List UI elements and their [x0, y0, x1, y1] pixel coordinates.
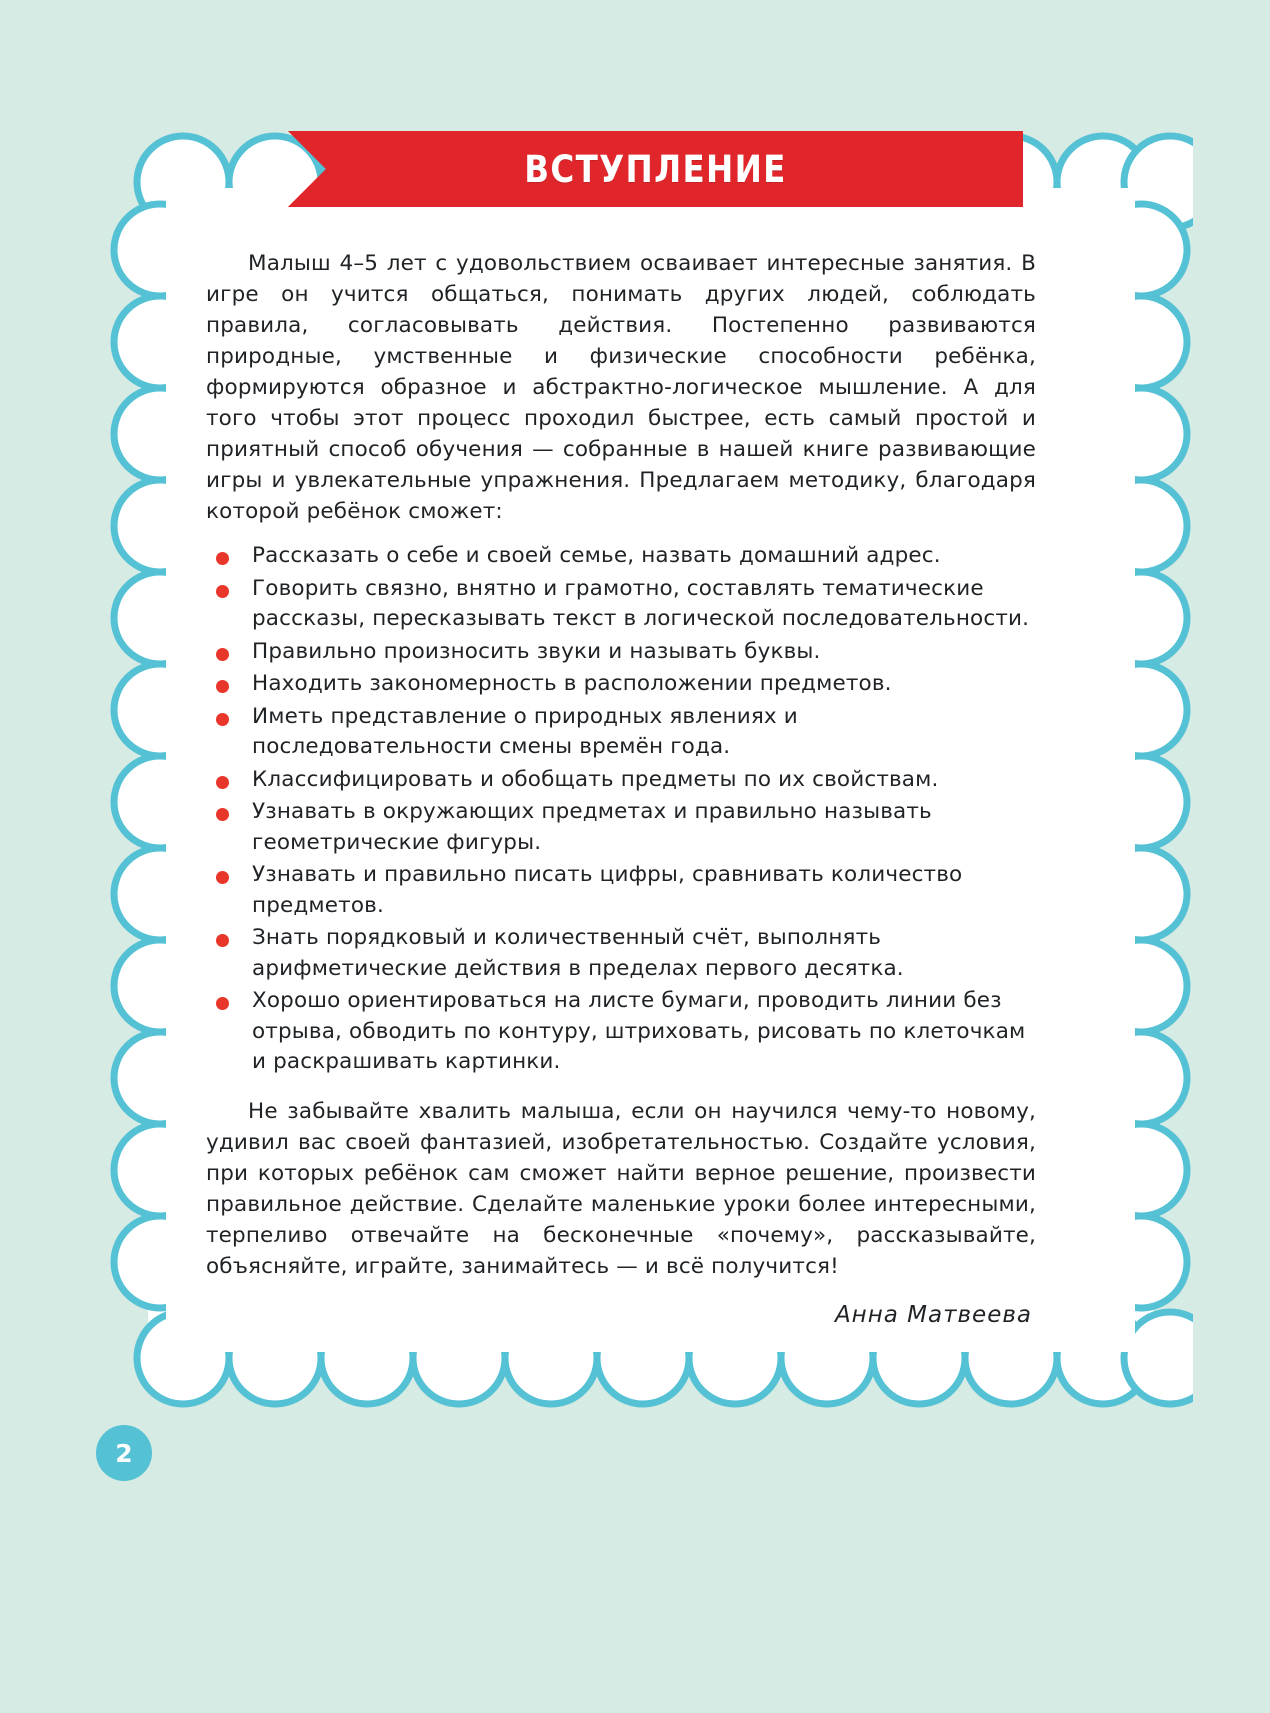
bullet-dot-icon: [216, 776, 229, 789]
list-item-text: Узнавать и правильно писать цифры, сравнивать количество предметов.: [252, 862, 963, 918]
list-item: [206, 669, 1036, 700]
list-item: [206, 860, 1036, 921]
bullet-dot-icon: [216, 997, 229, 1010]
bullet-dot-icon: [216, 648, 229, 661]
list-item: [206, 541, 1036, 572]
bullet-dot-icon: [216, 680, 229, 693]
bullet-dot-icon: [216, 871, 229, 884]
author-signature: Анна Матвеева: [834, 1301, 1032, 1328]
intro-paragraph: Малыш 4–5 лет с удовольствием осваивает интересные занятия. В игре он учится общаться, понимать других людей, соблюдать правила, согласовывать действия. Постепенно развиваются природные, умственные и физические способности ребёнка, формируются образное и абстрактно-логическое мышление. А для того чтобы этот процесс проходил быстрее, есть самый простой и приятный способ обучения — собранные в нашей книге развивающие игры и увлекательные упражнения. Предлагаем методику, благодаря которой ребёнок сможет:: [206, 251, 1036, 524]
section-banner: [288, 131, 1023, 207]
skills-list: [206, 541, 1036, 1078]
list-item: [206, 765, 1036, 796]
list-item-text: Знать порядковый и количественный счёт, выполнять арифметические действия в пределах первого десятка.: [252, 925, 904, 981]
list-item: [206, 986, 1036, 1078]
list-item-text: Узнавать в окружающих предметах и правильно называть геометрические фигуры.: [252, 799, 932, 855]
list-item-text: Рассказать о себе и своей семье, назвать домашний адрес.: [252, 543, 941, 568]
bullet-dot-icon: [216, 808, 229, 821]
article-body: [206, 248, 1036, 1328]
list-item: [206, 923, 1036, 984]
section-title: ВСТУПЛЕНИЕ: [524, 147, 787, 191]
list-item: [206, 702, 1036, 763]
list-item: [206, 574, 1036, 635]
list-item: [206, 637, 1036, 668]
list-item-text: Классифицировать и обобщать предметы по их свойствам.: [252, 766, 939, 792]
list-item-text: Иметь представление о природных явлениях и последовательности смены времён года.: [252, 703, 798, 759]
closing-paragraph: Не забывайте хвалить малыша, если он научился чему-то новому, удивил вас своей фантазией, изобретательностью. Создайте условия, при которых ребёнок сам сможет найти верное решение, произвести правильное действие. Сделайте маленькие уроки более интересными, терпеливо отвечайте на бесконечные «почему», рассказывайте, объясняйте, играйте, занимайтесь — и всё получится!: [206, 1098, 1036, 1279]
page-number-badge: 2: [96, 1425, 152, 1481]
list-item-text: Находить закономерность в расположении предметов.: [252, 671, 892, 696]
list-item-text: Говорить связно, внятно и грамотно, составлять тематические рассказы, пересказывать текст в логической последовательности.: [252, 575, 1030, 631]
list-item: [206, 797, 1036, 858]
list-item-text: Правильно произносить звуки и называть буквы.: [252, 638, 821, 664]
bullet-dot-icon: [216, 713, 229, 726]
list-item-text: Хорошо ориентироваться на листе бумаги, проводить линии без отрыва, обводить по контуру, штриховать, рисовать по клеточкам и раскрашивать картинки.: [252, 988, 1026, 1074]
bullet-dot-icon: [216, 934, 229, 947]
bullet-dot-icon: [216, 552, 229, 565]
bullet-dot-icon: [216, 585, 229, 598]
